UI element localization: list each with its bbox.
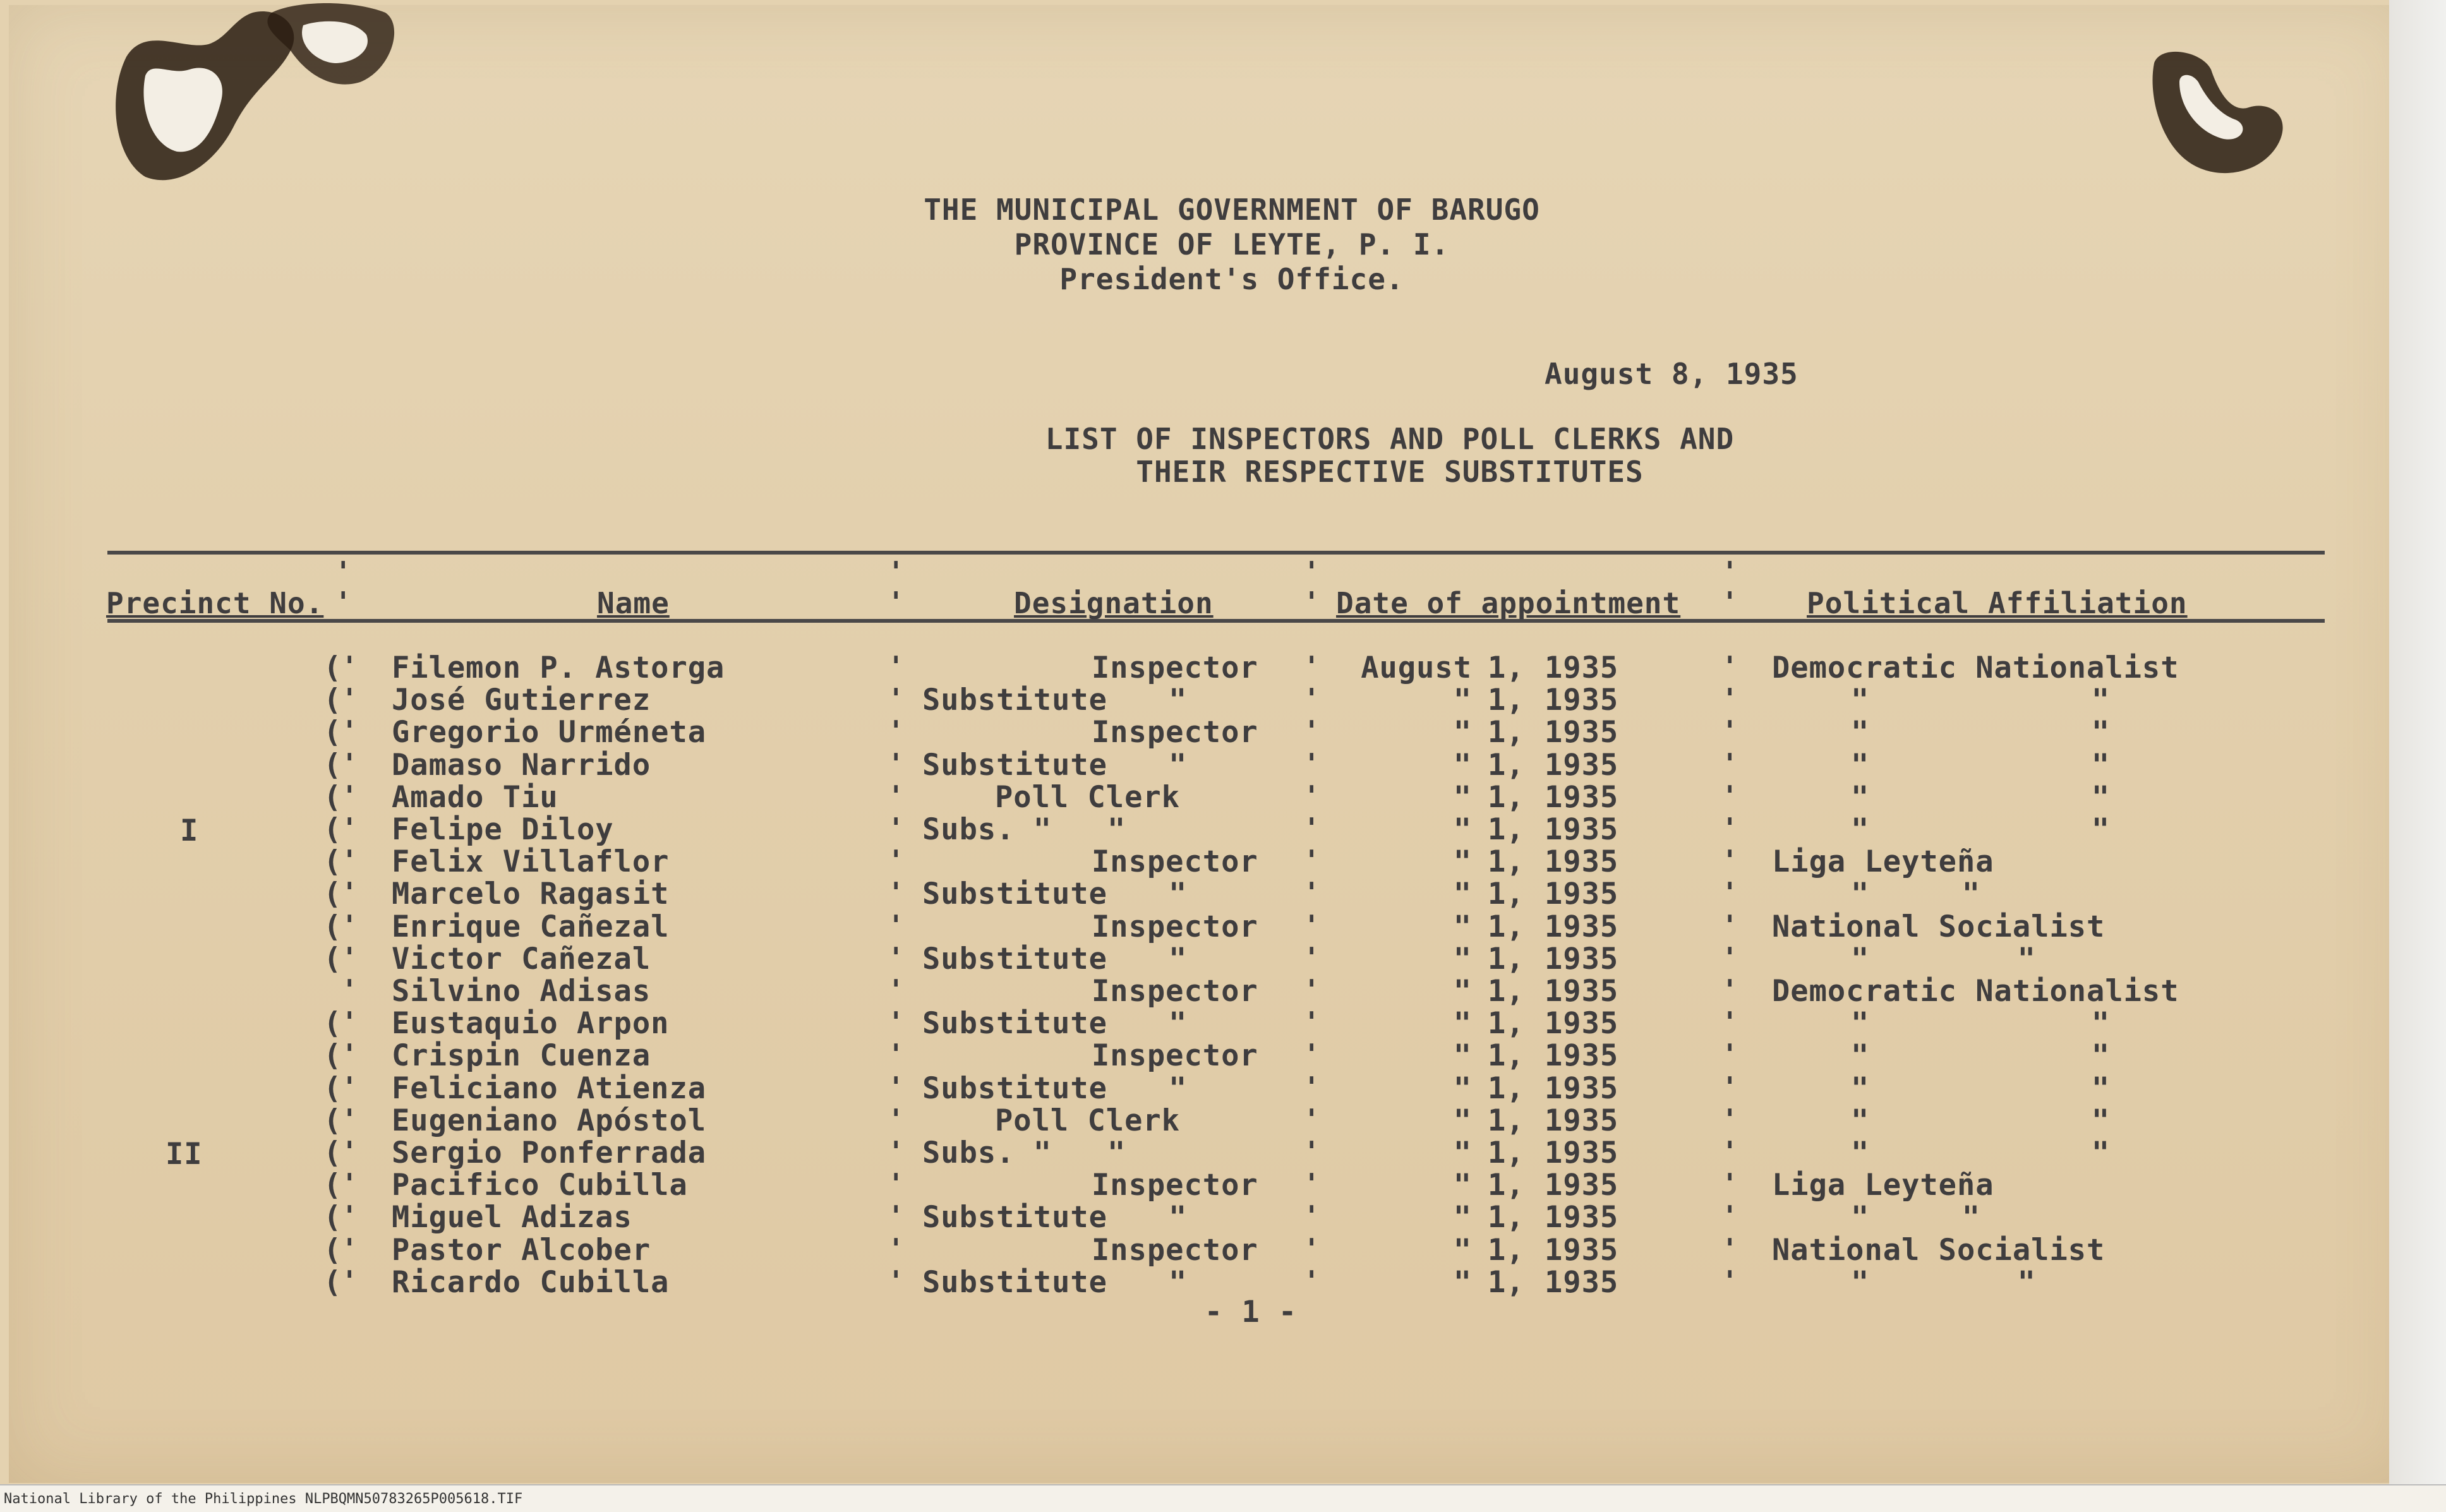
row-date-day: 1, (1488, 1071, 1525, 1106)
row-date-day: 1, (1488, 812, 1525, 847)
row-name: Feliciano Atienza (392, 1071, 707, 1106)
row-paren: ( (323, 812, 342, 847)
row-affiliation: " " (1851, 1200, 1981, 1235)
separator-tick: ' (1303, 1006, 1320, 1038)
row-designation: Substitute (922, 942, 1107, 976)
row-paren: ( (323, 844, 342, 879)
row-date-year: 1935 (1545, 1168, 1619, 1203)
list-title-line-2: THEIR RESPECTIVE SUBSTITUTES (1136, 455, 1644, 489)
row-designation-ditto: " (1169, 1200, 1188, 1235)
row-affiliation: Democratic Nationalist (1772, 651, 2179, 685)
row-paren: ( (323, 1265, 342, 1300)
row-affiliation: " " (1851, 748, 2111, 783)
row-date-month: " (1453, 942, 1472, 976)
row-date-month: " (1453, 1168, 1472, 1203)
row-date-year: 1935 (1545, 909, 1619, 944)
separator-tick: ' (1721, 1006, 1738, 1038)
row-name: Crispin Cuenza (392, 1038, 651, 1073)
row-name: Felipe Diloy (392, 812, 614, 847)
separator-tick: ' (1303, 1071, 1320, 1103)
row-paren: ( (323, 1136, 342, 1170)
list-title-line-1: LIST OF INSPECTORS AND POLL CLERKS AND (1045, 422, 1735, 456)
separator-tick: ' (1303, 1103, 1320, 1136)
column-header-affiliation: Political Affiliation (1807, 586, 2188, 620)
separator-tick: ' (1303, 942, 1320, 974)
row-designation: Inspector (1092, 1168, 1258, 1203)
row-name: Ricardo Cubilla (392, 1265, 670, 1300)
separator-tick: ' (1303, 586, 1320, 618)
separator-tick: ' (1303, 748, 1320, 780)
table-top-rule (107, 551, 2325, 555)
row-paren: ( (323, 683, 342, 717)
separator-tick: ' (888, 844, 905, 877)
row-date-day: 1, (1488, 683, 1525, 717)
column-header-name: Name (597, 586, 670, 620)
row-date-month: " (1453, 780, 1472, 815)
precinct-label: I (180, 813, 199, 848)
row-date-month: " (1453, 812, 1472, 847)
scan-margin (2389, 0, 2446, 1512)
row-name: Damaso Narrido (392, 748, 651, 783)
row-date-year: 1935 (1545, 974, 1619, 1009)
separator-tick: ' (341, 780, 358, 812)
row-name: Gregorio Urméneta (392, 715, 707, 750)
separator-tick: ' (1303, 974, 1320, 1006)
row-name: Silvino Adisas (392, 974, 651, 1009)
row-date-day: 1, (1488, 1103, 1525, 1138)
row-designation: Substitute (922, 748, 1107, 783)
row-name: Pastor Alcober (392, 1233, 651, 1268)
separator-tick: ' (1721, 1071, 1738, 1103)
separator-tick: ' (888, 715, 905, 747)
row-paren: ( (323, 1233, 342, 1268)
row-date-day: 1, (1488, 844, 1525, 879)
separator-tick: ' (1721, 844, 1738, 877)
row-affiliation: " " (1851, 1103, 2111, 1138)
column-header-designation: Designation (1014, 586, 1214, 620)
row-name: Marcelo Ragasit (392, 877, 670, 911)
row-date-day: 1, (1488, 1136, 1525, 1170)
separator-tick: ' (341, 715, 358, 747)
row-paren: ( (323, 1200, 342, 1235)
separator-tick: ' (1303, 683, 1320, 715)
row-designation: Substitute (922, 1071, 1107, 1106)
row-date-year: 1935 (1545, 1006, 1619, 1041)
separator-tick: ' (1303, 877, 1320, 909)
row-date-year: 1935 (1545, 748, 1619, 783)
row-paren: ( (323, 1168, 342, 1203)
row-date-month: " (1453, 844, 1472, 879)
separator-tick: ' (341, 1168, 358, 1200)
row-designation: Inspector (1092, 1233, 1258, 1268)
row-date-year: 1935 (1545, 1038, 1619, 1073)
row-name: Eustaquio Arpon (392, 1006, 670, 1041)
row-paren: ( (323, 877, 342, 911)
row-name: Filemon P. Astorga (392, 651, 725, 685)
page-number: - 1 - (1204, 1295, 1298, 1329)
separator-tick: ' (1721, 877, 1738, 909)
separator-tick: ' (341, 974, 358, 1006)
row-paren: ( (323, 748, 342, 783)
row-date-day: 1, (1488, 1006, 1525, 1041)
separator-tick: ' (1721, 942, 1738, 974)
row-designation: Subs. " " (922, 812, 1126, 847)
row-date-day: 1, (1488, 942, 1525, 976)
separator-tick: ' (1721, 974, 1738, 1006)
separator-tick: ' (1303, 556, 1320, 588)
separator-tick: ' (1303, 1136, 1320, 1168)
separator-tick: ' (888, 812, 905, 844)
separator-tick: ' (1721, 780, 1738, 812)
row-name: Sergio Ponferrada (392, 1136, 707, 1170)
row-designation-ditto: " (1169, 683, 1188, 717)
row-designation-ditto: " (1169, 877, 1188, 911)
row-designation-ditto: " (1169, 1071, 1188, 1106)
separator-tick: ' (341, 1038, 358, 1071)
row-date-day: 1, (1488, 780, 1525, 815)
separator-tick: ' (1303, 780, 1320, 812)
separator-tick: ' (341, 877, 358, 909)
row-affiliation: Democratic Nationalist (1772, 974, 2179, 1009)
separator-tick: ' (341, 812, 358, 844)
row-date-year: 1935 (1545, 844, 1619, 879)
row-date-month: " (1453, 1233, 1472, 1268)
row-designation-ditto: " (1169, 942, 1188, 976)
row-affiliation: " " (1851, 715, 2111, 750)
separator-tick: ' (888, 1136, 905, 1168)
row-date-month: " (1453, 1038, 1472, 1073)
separator-tick: ' (888, 651, 905, 683)
row-date-year: 1935 (1545, 1136, 1619, 1170)
burn-mark-top-left (88, 0, 417, 189)
row-date-day: 1, (1488, 877, 1525, 911)
separator-tick: ' (1721, 748, 1738, 780)
separator-tick: ' (888, 1265, 905, 1297)
row-name: Amado Tiu (392, 780, 558, 815)
separator-tick: ' (1721, 1265, 1738, 1297)
row-date-month: " (1453, 877, 1472, 911)
row-affiliation: " " (1851, 1071, 2111, 1106)
separator-tick: ' (888, 1233, 905, 1265)
separator-tick: ' (1721, 651, 1738, 683)
row-paren: ( (323, 780, 342, 815)
separator-tick: ' (341, 1071, 358, 1103)
separator-tick: ' (341, 651, 358, 683)
column-header-precinct: Precinct No. (106, 586, 324, 620)
row-affiliation: " " (1851, 942, 2036, 976)
separator-tick: ' (1303, 1038, 1320, 1071)
separator-tick: ' (1303, 1265, 1320, 1297)
row-date-year: 1935 (1545, 1103, 1619, 1138)
row-affiliation: " " (1851, 1136, 2111, 1170)
separator-tick: ' (341, 1233, 358, 1265)
separator-tick: ' (1303, 909, 1320, 942)
separator-tick: ' (341, 909, 358, 942)
row-designation-ditto: " (1169, 748, 1188, 783)
row-date-year: 1935 (1545, 651, 1619, 685)
row-date-day: 1, (1488, 909, 1525, 944)
separator-tick: ' (1303, 1233, 1320, 1265)
separator-tick: ' (341, 1136, 358, 1168)
row-date-month: " (1453, 1006, 1472, 1041)
separator-tick: ' (888, 942, 905, 974)
row-date-year: 1935 (1545, 1265, 1619, 1300)
row-affiliation: Liga Leyteña (1772, 844, 1994, 879)
row-date-month: " (1453, 1136, 1472, 1170)
row-affiliation: " " (1851, 780, 2111, 815)
document-date: August 8, 1935 (1545, 357, 1798, 391)
row-affiliation: " " (1851, 1006, 2111, 1041)
separator-tick: ' (1303, 1168, 1320, 1200)
row-designation: Substitute (922, 877, 1107, 911)
row-name: Pacifico Cubilla (392, 1168, 688, 1203)
separator-tick: ' (341, 1200, 358, 1232)
row-designation: Poll Clerk (995, 1103, 1180, 1138)
row-date-month: " (1453, 1200, 1472, 1235)
row-date-day: 1, (1488, 1168, 1525, 1203)
separator-tick: ' (341, 1006, 358, 1038)
separator-tick: ' (1721, 715, 1738, 747)
row-name: Eugeniano Apóstol (392, 1103, 707, 1138)
separator-tick: ' (888, 683, 905, 715)
row-date-month: " (1453, 1103, 1472, 1138)
separator-tick: ' (1721, 1168, 1738, 1200)
separator-tick: ' (341, 1103, 358, 1136)
precinct-label: II (166, 1137, 203, 1172)
row-paren: ( (323, 909, 342, 944)
separator-tick: ' (1303, 1200, 1320, 1232)
separator-tick: ' (888, 1006, 905, 1038)
row-date-day: 1, (1488, 974, 1525, 1009)
separator-tick: ' (1721, 1233, 1738, 1265)
row-designation: Inspector (1092, 715, 1258, 750)
column-header-date: Date of appointment (1336, 586, 1681, 620)
separator-tick: ' (335, 586, 352, 618)
row-designation: Substitute (922, 1265, 1107, 1300)
row-name: Felix Villaflor (392, 844, 670, 879)
separator-tick: ' (341, 748, 358, 780)
row-date-day: 1, (1488, 1233, 1525, 1268)
row-date-day: 1, (1488, 715, 1525, 750)
row-affiliation: " " (1851, 877, 1981, 911)
row-date-year: 1935 (1545, 942, 1619, 976)
separator-tick: ' (888, 877, 905, 909)
row-date-year: 1935 (1545, 877, 1619, 911)
separator-tick: ' (1303, 812, 1320, 844)
row-date-month: " (1453, 974, 1472, 1009)
separator-tick: ' (1303, 715, 1320, 747)
separator-tick: ' (1303, 844, 1320, 877)
row-designation: Substitute (922, 1006, 1107, 1041)
row-name: Victor Cañezal (392, 942, 651, 976)
header-line-1: THE MUNICIPAL GOVERNMENT OF BARUGO (924, 193, 1540, 227)
row-date-month: " (1453, 715, 1472, 750)
row-date-year: 1935 (1545, 683, 1619, 717)
header-line-2: PROVINCE OF LEYTE, P. I. (1014, 227, 1450, 261)
row-date-month: " (1453, 1265, 1472, 1300)
row-designation: Inspector (1092, 974, 1258, 1009)
separator-tick: ' (888, 1200, 905, 1232)
row-paren: ( (323, 1038, 342, 1073)
row-affiliation: " " (1851, 1038, 2111, 1073)
separator-tick: ' (888, 1071, 905, 1103)
row-affiliation: National Socialist (1772, 1233, 2106, 1268)
row-date-day: 1, (1488, 651, 1525, 685)
separator-tick: ' (341, 683, 358, 715)
separator-tick: ' (888, 586, 905, 618)
separator-tick: ' (341, 844, 358, 877)
row-paren: ( (323, 1006, 342, 1041)
row-date-year: 1935 (1545, 1071, 1619, 1106)
row-date-year: 1935 (1545, 1200, 1619, 1235)
row-affiliation: " " (1851, 812, 2111, 847)
row-name: José Gutierrez (392, 683, 651, 717)
row-designation: Inspector (1092, 909, 1258, 944)
row-affiliation: National Socialist (1772, 909, 2106, 944)
separator-tick: ' (1721, 556, 1738, 588)
row-designation: Poll Clerk (995, 780, 1180, 815)
row-date-day: 1, (1488, 1038, 1525, 1073)
separator-tick: ' (888, 909, 905, 942)
row-paren: ( (323, 651, 342, 685)
row-affiliation: " " (1851, 1265, 2036, 1300)
separator-tick: ' (1721, 586, 1738, 618)
row-designation: Inspector (1092, 1038, 1258, 1073)
scan-footer-label: National Library of the Philippines NLPBQMN50783265P005618.TIF (4, 1491, 523, 1507)
separator-tick: ' (888, 1168, 905, 1200)
row-designation: Subs. " " (922, 1136, 1126, 1170)
row-designation-ditto: " (1169, 1265, 1188, 1300)
separator-tick: ' (1303, 651, 1320, 683)
row-paren: ( (323, 1103, 342, 1138)
row-date-year: 1935 (1545, 1233, 1619, 1268)
row-date-year: 1935 (1545, 812, 1619, 847)
separator-tick: ' (888, 780, 905, 812)
row-affiliation: Liga Leyteña (1772, 1168, 1994, 1203)
row-date-year: 1935 (1545, 715, 1619, 750)
row-paren: ( (323, 942, 342, 976)
row-paren: ( (323, 715, 342, 750)
separator-tick: ' (888, 974, 905, 1006)
row-date-day: 1, (1488, 1265, 1525, 1300)
separator-tick: ' (1721, 1200, 1738, 1232)
separator-tick: ' (888, 748, 905, 780)
row-date-month: " (1453, 909, 1472, 944)
separator-tick: ' (1721, 1136, 1738, 1168)
row-date-year: 1935 (1545, 780, 1619, 815)
row-name: Enrique Cañezal (392, 909, 670, 944)
separator-tick: ' (1721, 1038, 1738, 1071)
separator-tick: ' (1721, 909, 1738, 942)
separator-tick: ' (335, 556, 352, 588)
header-line-3: President's Office. (1059, 262, 1404, 296)
row-paren: ( (323, 1071, 342, 1106)
row-designation: Substitute (922, 683, 1107, 717)
scan-footer-bar (0, 1484, 2446, 1512)
row-affiliation: " " (1851, 683, 2111, 717)
row-designation: Substitute (922, 1200, 1107, 1235)
row-date-month: " (1453, 683, 1472, 717)
row-date-month: " (1453, 1071, 1472, 1106)
row-date-day: 1, (1488, 748, 1525, 783)
separator-tick: ' (1721, 812, 1738, 844)
burn-mark-top-right (2142, 38, 2293, 189)
row-date-day: 1, (1488, 1200, 1525, 1235)
row-name: Miguel Adizas (392, 1200, 632, 1235)
row-date-month: August (1361, 651, 1472, 685)
separator-tick: ' (888, 1038, 905, 1071)
row-designation: Inspector (1092, 651, 1258, 685)
separator-tick: ' (1721, 683, 1738, 715)
separator-tick: ' (341, 1265, 358, 1297)
row-designation-ditto: " (1169, 1006, 1188, 1041)
separator-tick: ' (341, 942, 358, 974)
separator-tick: ' (1721, 1103, 1738, 1136)
row-date-month: " (1453, 748, 1472, 783)
row-designation: Inspector (1092, 844, 1258, 879)
separator-tick: ' (888, 556, 905, 588)
separator-tick: ' (888, 1103, 905, 1136)
